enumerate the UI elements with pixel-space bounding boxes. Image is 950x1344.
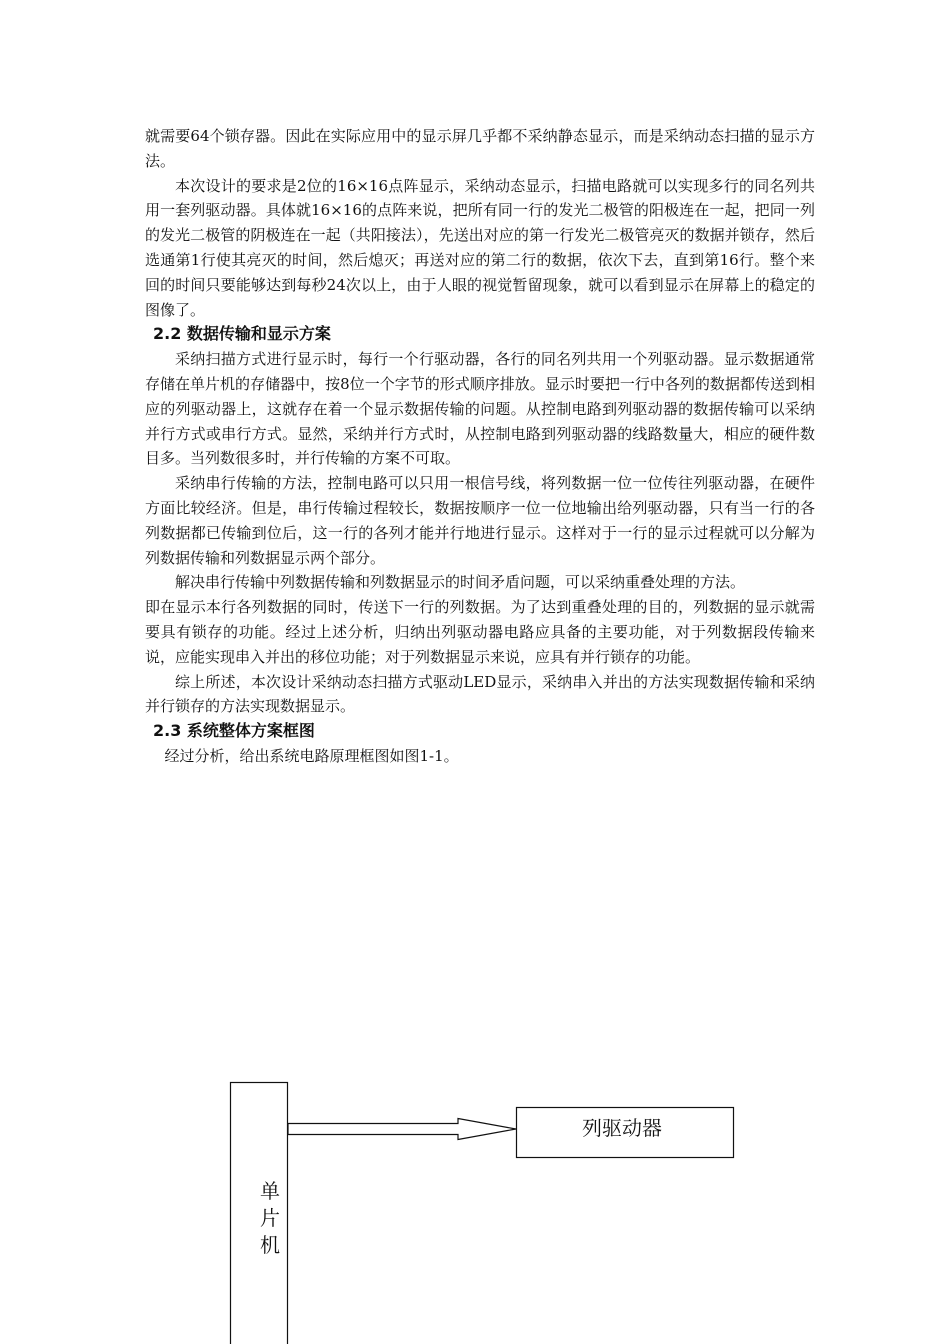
data-arrow [288,1119,516,1140]
paragraph-design-requirements: 本次设计的要求是2位的16×16点阵显示，采纳动态显示，扫描电路就可以实现多行的同名列共用一套列驱动器。具体就16×16的点阵来说，把所有同一行的发光二极管的阳极连在一起，把同一列的发光二极管的阴极连在一起（共阳接法），先送出对应的第一行发光二极管亮灭的数据并锁存，然后选通第1行使其亮灭的时间，然后熄灭；再送对应的第二行的数据，依次下去，直到第16行。整个来回的时间只要能够达到每秒24次以上，由于人眼的视觉暂留现象，就可以看到显示在屏幕上的稳定的图像了。 [145,176,815,319]
section-heading-2-3: 2.3 系统整体方案框图 [153,721,315,741]
paragraph-overlap-processing-a: 解决串行传输中列数据传输和列数据显示的时间矛盾问题，可以采纳重叠处理的方法。 [175,573,746,592]
system-block-diagram [0,1060,950,1344]
body-text [145,124,815,769]
paragraph-diagram-intro: 经过分析，给出系统电路原理框图如图1-1。 [164,746,459,765]
paragraph-overlap-processing-b: 即在显示本行各列数据的同时，传送下一行的列数据。为了达到重叠处理的目的，列数据的显示就需要具有锁存的功能。经过上述分析，归纳出列驱动器电路应具备的主要功能，对于列数据段传输来说，应能实现串入并出的移位功能；对于列数据显示来说，应具有并行锁存的功能。 [145,598,815,666]
section-heading-2-2: 2.2 数据传输和显示方案 [153,324,331,344]
paragraph-scan-method: 采纳扫描方式进行显示时，每行一个行驱动器，各行的同名列共用一个列驱动器。显示数据通常存储在单片机的存储器中，按8位一个字节的形式顺序排放。显示时要把一行中各列的数据都传送到相应的列驱动器上，这就存在着一个显示数据传输的问题。从控制电路到列驱动器的数据传输可以采纳并行方式或串行方式。显然，采纳并行方式时，从控制电路到列驱动器的线路数量大，相应的硬件数目多。当列数很多时，并行传输的方案不可取。 [145,350,815,468]
diagram-graphics [0,1060,950,1344]
paragraph-summary: 综上所述，本次设计采纳动态扫描方式驱动LED显示，采纳串入并出的方法实现数据传输和采纳并行锁存的方法实现数据显示。 [145,672,815,716]
column-driver-label: 列驱动器 [582,1116,662,1140]
paragraph-continuation: 就需要64个锁存器。因此在实际应用中的显示屏几乎都不采纳静态显示，而是采纳动态扫描的显示方法。 [145,127,815,170]
mcu-label: 单片机 [260,1179,280,1257]
paragraph-serial-transmission: 采纳串行传输的方法，控制电路可以只用一根信号线，将列数据一位一位传往列驱动器，在硬件方面比较经济。但是，串行传输过程较长，数据按顺序一位一位地输出给列驱动器，只有当一行的各列数据都已传输到位后，这一行的各列才能并行地进行显示。这样对于一行的显示过程就可以分解为列数据传输和列数据显示两个部分。 [145,474,815,567]
